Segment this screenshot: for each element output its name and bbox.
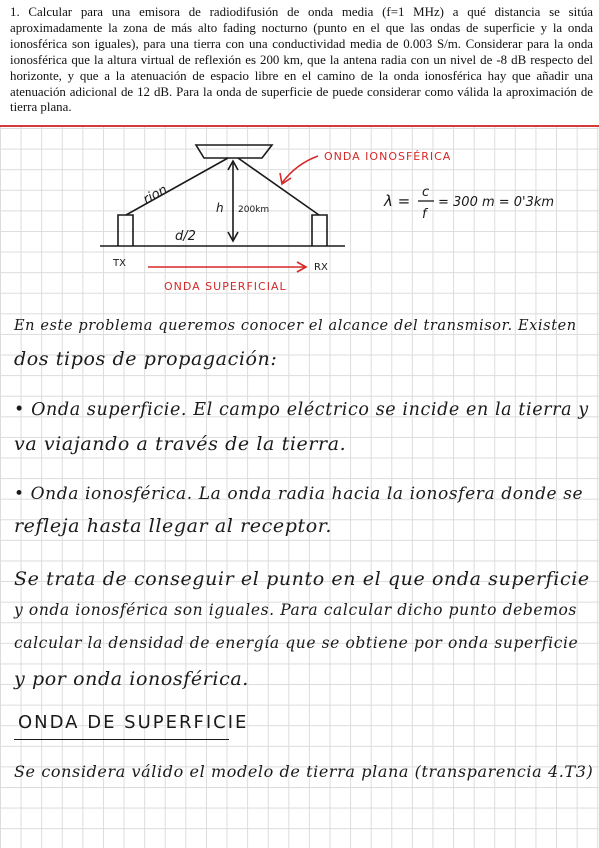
section-heading-surface-wave: ONDA DE SUPERFICIE	[18, 712, 249, 733]
label-height: 200km	[238, 205, 270, 215]
note-line-3: • Onda superficie. El campo eléctrico se incide en la tierra y	[14, 400, 589, 420]
ionospheric-ray-up	[126, 158, 228, 215]
label-rion: rion	[140, 182, 171, 208]
formula-lhs: λ =	[384, 192, 411, 210]
label-half-distance: d/2	[175, 229, 196, 244]
label-rx: RX	[314, 262, 328, 273]
label-tx: TX	[113, 258, 126, 269]
rx-antenna	[312, 215, 327, 246]
tx-antenna	[118, 215, 133, 246]
formula-denominator: f	[422, 207, 427, 222]
ionosphere-reflector	[196, 145, 272, 158]
note-line-2: dos tipos de propagación:	[14, 348, 278, 370]
label-ionospheric-wave: ONDA IONOSFÉRICA	[324, 150, 452, 163]
wavelength-formula	[383, 185, 554, 222]
label-h: h	[216, 201, 224, 215]
note-line-8: y onda ionosférica son iguales. Para calcular dicho punto debemos	[14, 601, 577, 619]
note-line-4: va viajando a través de la tierra.	[14, 433, 347, 455]
propagation-diagram	[0, 128, 599, 308]
note-line-7: Se trata de conseguir el punto en el que onda superficie	[14, 568, 590, 590]
note-line-6: refleja hasta llegar al receptor.	[14, 515, 332, 537]
label-surface-wave: ONDA SUPERFICIAL	[164, 280, 287, 293]
note-line-5: • Onda ionosférica. La onda radia hacia la ionosfera donde se	[14, 484, 584, 504]
note-line-9: calcular la densidad de energía que se obtiene por onda superficie	[14, 634, 579, 652]
problem-statement: 1. Calcular para una emisora de radiodifusión de onda media (f=1 MHz) a qué distancia se sitúa aproximadamente la zona de más alto fading nocturno (punto en el que las ondas de superficie y la onda ionosférica son iguales), para una tierra con una conductividad media de 0.003 S/m. Considerar para la onda ionosférica que la altura virtual de reflexión es 200 km, que la antena radia con un nivel de -8 dB respecto del horizonte, y que a la atenuación de espacio libre en el camino de la onda ionosférica hay que añadir una atenuación adicional de 12 dB. Para la onda de superficie de puede considerar como válida la aproximación de tierra plana.	[10, 5, 593, 115]
note-line-10: y por onda ionosférica.	[14, 668, 249, 690]
section-heading-underline	[14, 739, 229, 740]
formula-numerator: c	[422, 185, 430, 200]
problem-statement-panel	[0, 0, 599, 127]
formula-rhs: = 300 m = 0'3km	[438, 195, 555, 210]
note-line-11: Se considera válido el modelo de tierra plana (transparencia 4.T3)	[14, 762, 594, 781]
ionospheric-pointer-arrow	[282, 156, 318, 183]
note-line-1: En este problema queremos conocer el alcance del transmisor. Existen	[14, 318, 577, 334]
